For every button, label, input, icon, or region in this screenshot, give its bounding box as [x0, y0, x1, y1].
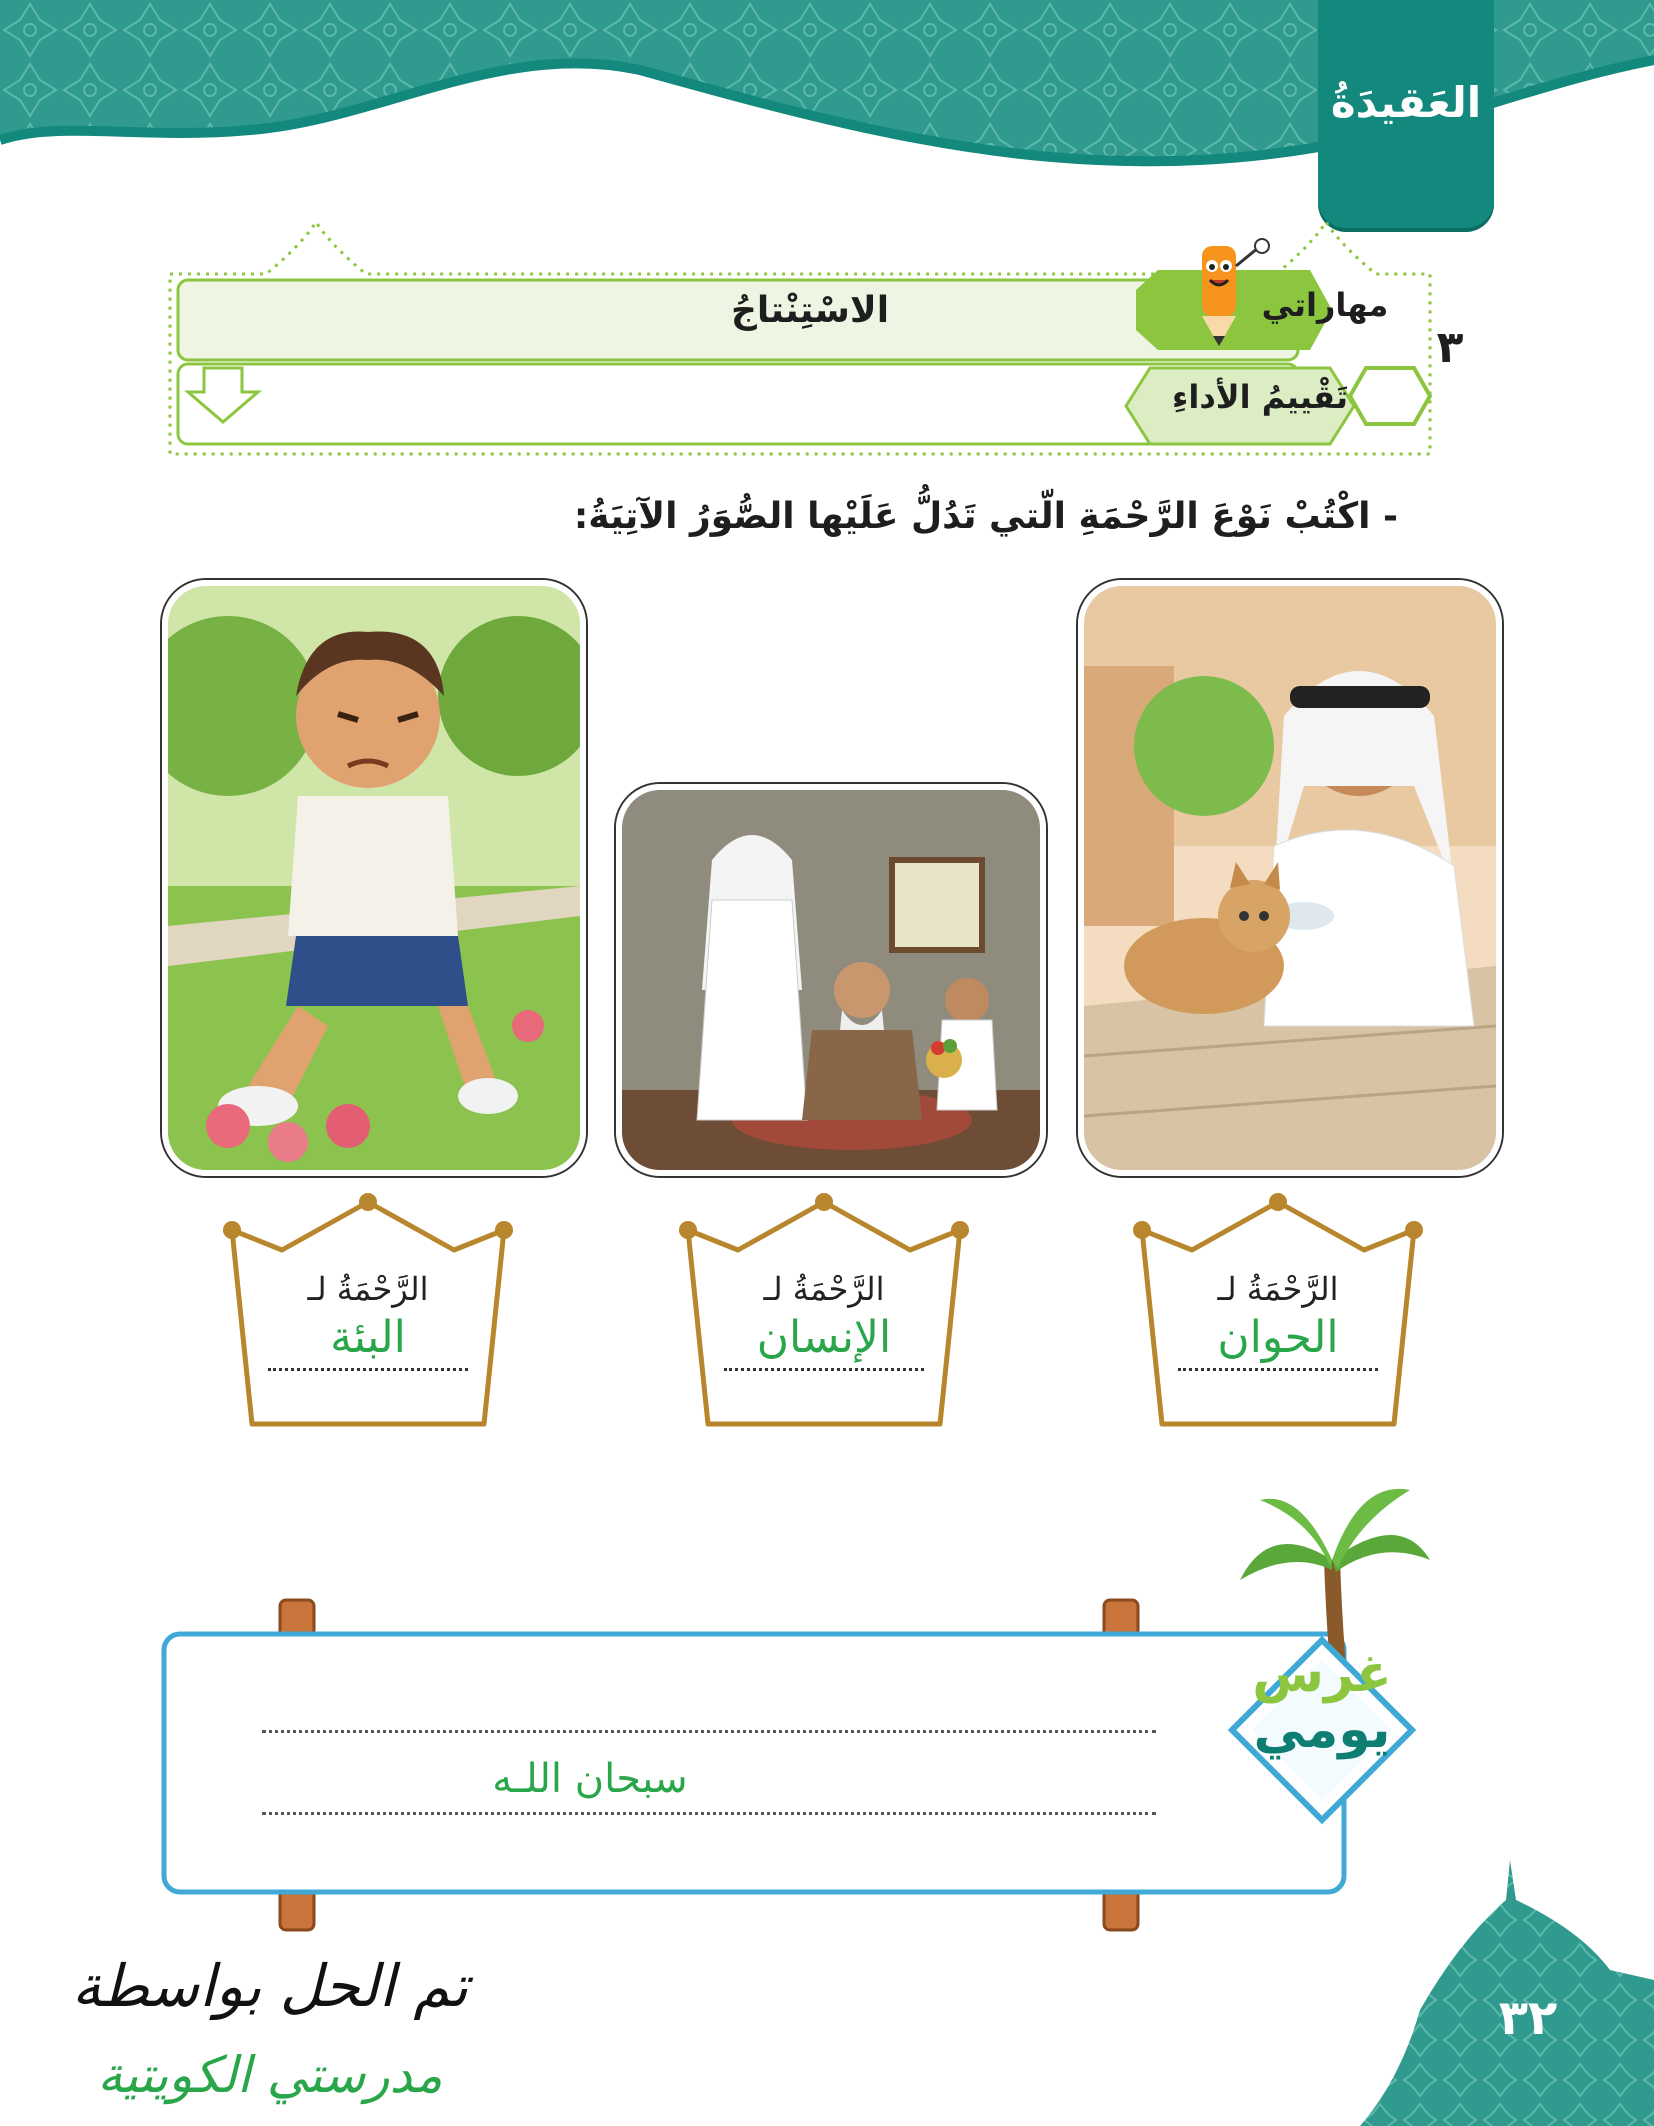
answer-line	[724, 1368, 924, 1371]
answer-card-environment	[222, 1192, 514, 1432]
subject-title: العَقيدَةُ	[1330, 78, 1482, 127]
exercise-number: ٣	[1436, 322, 1464, 373]
skill-title: الاسْتِنْتاجُ	[730, 290, 890, 331]
card-prompt: الرَّحْمَةُ لـ	[307, 1270, 429, 1308]
picture-boy-feeding-cat	[1078, 580, 1502, 1176]
card-answer[interactable]: الإنسان	[756, 1312, 892, 1363]
daily-badge-word: غرس	[1252, 1644, 1392, 1704]
subject-tab	[1318, 0, 1494, 228]
card-prompt: الرَّحْمَةُ لـ	[1217, 1270, 1339, 1308]
answer-card-human	[678, 1192, 970, 1432]
credit-line: مدرستي الكويتية	[97, 2046, 443, 2104]
answer-line	[1178, 1368, 1378, 1371]
card-answer[interactable]: البئة	[330, 1312, 406, 1363]
instruction-text: - اكْتُبْ نَوْعَ الرَّحْمَةِ الّتي تَدُلُّ عَلَيْها الصُّوَرُ الآتِيَةُ:	[573, 496, 1398, 537]
daily-answer[interactable]: سبحان اللـه	[492, 1756, 688, 1802]
page-number: ٣٢	[1498, 1990, 1558, 2046]
board-line	[262, 1812, 1156, 1815]
skills-header-frame	[166, 218, 1434, 458]
credit-line: تم الحل بواسطة	[71, 1952, 469, 2020]
card-answer[interactable]: الحوان	[1217, 1312, 1339, 1363]
picture-boy-stepping-on-flowers	[162, 580, 586, 1176]
card-prompt: الرَّحْمَةُ لـ	[763, 1270, 885, 1308]
skills-badge-label: مهاراتي	[1261, 286, 1389, 324]
board-line	[262, 1730, 1156, 1733]
evaluation-label: تَقْييمُ الأداءِ	[1172, 378, 1348, 416]
daily-badge-word: يومي	[1253, 1700, 1391, 1760]
answer-card-animal	[1132, 1192, 1424, 1432]
picture-giving-charity	[616, 784, 1046, 1176]
answer-line	[268, 1368, 468, 1371]
